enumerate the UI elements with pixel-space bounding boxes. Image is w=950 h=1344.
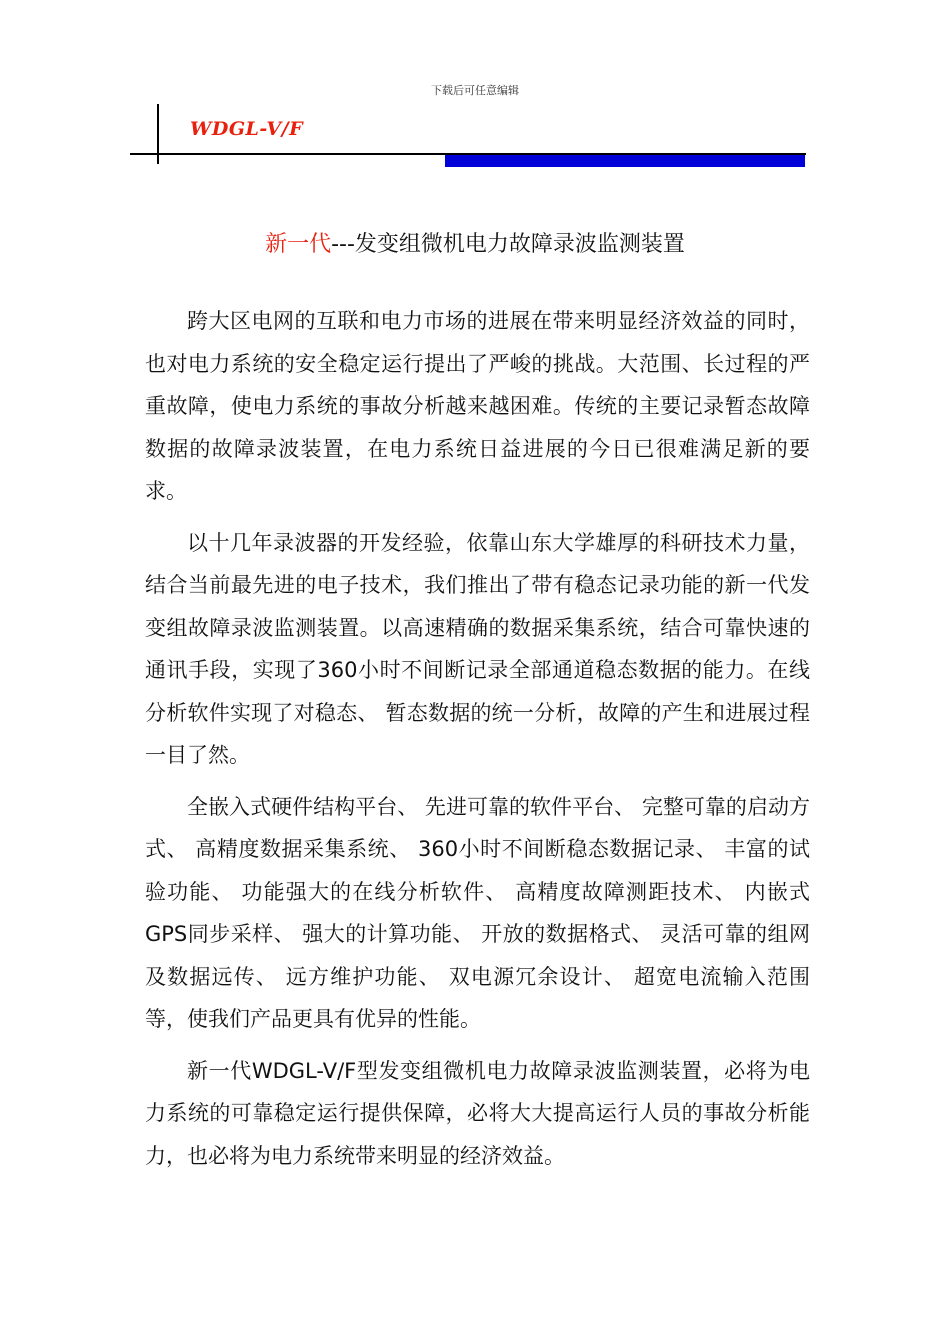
model-label: WDGL-V/F — [190, 118, 304, 140]
paragraph-1: 跨大区电网的互联和电力市场的进展在带来明显经济效益的同时，也对电力系统的安全稳定运行提出了严峻的挑战。大范围、长过程的严重故障，使电力系统的事故分析越来越困难。传统的主要记录暂态故障数据的故障录波装置，在电力系统日益进展的今日已很难满足新的要求。 — [145, 309, 810, 503]
title-rest: ---发变组微机电力故障录波监测装置 — [331, 232, 685, 257]
document-body — [145, 300, 810, 1186]
paragraph-4: 新一代WDGL-V/F型发变组微机电力故障录波监测装置，必将为电力系统的可靠稳定运行提供保障，必将大大提高运行人员的事故分析能力，也必将为电力系统带来明显的经济效益。 — [145, 1058, 810, 1168]
header-vertical-rule — [157, 104, 159, 164]
download-note: 下载后可任意编辑 — [431, 84, 519, 97]
paragraph-2: 以十几年录波器的开发经验，依靠山东大学雄厚的科研技术力量，结合当前最先进的电子技术，我们推出了带有稳态记录功能的新一代发变组故障录波监测装置。以高速精确的数据采集系统，结合可靠快速的通讯手段，实现了360小时不间断记录全部通道稳态数据的能力。在线分析软件实现了对稳态、 暂态数据的统一分析，故障的产生和进展过程一目了然。 — [145, 530, 810, 767]
paragraph-3: 全嵌入式硬件结构平台、 先进可靠的软件平台、 完整可靠的启动方式、 高精度数据采集系统、 360小时不间断稳态数据记录、 丰富的试验功能、 功能强大的在线分析软件、 高精度故障测距技术、 内嵌式GPS同步采样、 强大的计算功能、 开放的数据格式、 灵活可靠的组网及数据远传、 远方维护功能、 双电源冗余设计、 超宽电流输入范围等，使我们产品更具有优异的性能。 — [145, 794, 810, 1031]
document-title — [0, 227, 950, 258]
title-accent: 新一代 — [265, 232, 332, 257]
header-blue-bar — [445, 155, 805, 167]
